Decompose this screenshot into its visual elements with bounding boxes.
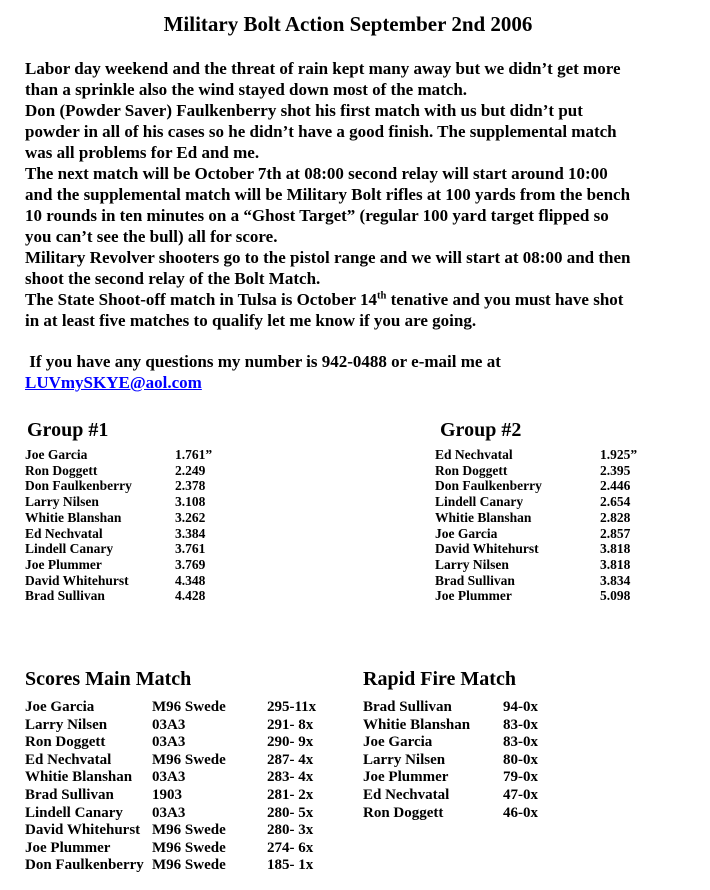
body-line: and the supplemental match will be Military Bolt rifles at 100 yards from the bench: [25, 185, 631, 204]
shooter-name: Joe Plummer: [435, 588, 512, 604]
group-size: 3.769: [175, 556, 206, 572]
contact-block: [25, 351, 501, 393]
shooter-name: Ron Doggett: [25, 462, 98, 478]
table-row: [435, 573, 637, 589]
match-score: 295-11x: [267, 699, 317, 715]
match-score: 274- 6x: [267, 839, 314, 856]
table-row: [25, 588, 212, 604]
match-score: 80-0x: [503, 751, 538, 768]
shooter-name: Ed Nechvatal: [435, 447, 513, 462]
shooter-name: Ed Nechvatal: [363, 786, 450, 803]
shooter-name: Brad Sullivan: [435, 572, 515, 588]
shooter-name: Ed Nechvatal: [25, 751, 112, 768]
rifle-type: 03A3: [152, 804, 186, 821]
match-score: 83-0x: [503, 716, 538, 733]
rifle-type: M96 Swede: [152, 839, 226, 856]
table-row: [363, 734, 538, 752]
shooter-name: Don Faulkenberry: [25, 478, 132, 494]
body-line: in at least five matches to qualify let me know if you are going.: [25, 311, 477, 330]
shooter-name: Ron Doggett: [363, 804, 444, 821]
shooter-name: Whitie Blanshan: [363, 716, 471, 733]
table-row: [363, 787, 538, 805]
rifle-type: M96 Swede: [152, 699, 226, 715]
rifle-type: M96 Swede: [152, 751, 226, 768]
table-row: [25, 494, 212, 510]
table-row: [25, 526, 212, 542]
body-text-block: [25, 58, 697, 331]
shooter-name: Whitie Blanshan: [435, 509, 532, 525]
table-row: [435, 510, 637, 526]
table-row: [25, 752, 316, 770]
table-row: [435, 541, 637, 557]
shooter-name: Joe Plummer: [25, 839, 111, 856]
match-score: 281- 2x: [267, 786, 314, 803]
shooter-name: Ron Doggett: [435, 462, 508, 478]
group-size: 4.348: [175, 572, 206, 588]
shooter-name: Whitie Blanshan: [25, 769, 133, 786]
shooter-name: Larry Nilsen: [435, 556, 509, 572]
group-size: 2.395: [600, 462, 631, 478]
table-row: [25, 573, 212, 589]
body-line: shoot the second relay of the Bolt Match.: [25, 269, 321, 288]
shooter-name: Lindell Canary: [25, 804, 123, 821]
shooter-name: David Whitehurst: [435, 541, 539, 557]
rapid-fire-heading: Rapid Fire Match: [363, 668, 516, 690]
shooter-name: Larry Nilsen: [25, 494, 99, 510]
group2-heading: Group #2: [440, 419, 522, 441]
table-row: [25, 557, 212, 573]
shooter-name: Brad Sullivan: [25, 786, 114, 803]
shooter-name: Joe Garcia: [25, 699, 95, 715]
table-row: [25, 478, 212, 494]
group-size: 2.446: [600, 478, 631, 494]
group-size: 3.108: [175, 494, 206, 510]
table-row: [435, 588, 637, 604]
table-row: [25, 840, 316, 858]
body-line: The next match will be October 7th at 08:00 second relay will start around 10:00: [25, 164, 608, 183]
group-size: 1.761”: [175, 447, 213, 462]
table-row: [435, 463, 637, 479]
rifle-type: 03A3: [152, 769, 186, 786]
match-score: 185- 1x: [267, 857, 314, 874]
table-row: [25, 787, 316, 805]
match-score: 280- 5x: [267, 804, 314, 821]
match-score: 79-0x: [503, 769, 538, 786]
match-score: 94-0x: [503, 699, 538, 715]
body-line: Don (Powder Saver) Faulkenberry shot his first match with us but didn’t put: [25, 101, 583, 120]
table-row: [25, 769, 316, 787]
match-score: 83-0x: [503, 734, 538, 751]
table-row: [25, 805, 316, 823]
match-score: 290- 9x: [267, 734, 314, 751]
match-score: 46-0x: [503, 804, 538, 821]
table-row: [435, 478, 637, 494]
group1-table: [25, 419, 212, 604]
shooter-name: Ed Nechvatal: [25, 525, 103, 541]
group-size: 3.262: [175, 509, 206, 525]
rifle-type: 03A3: [152, 716, 186, 733]
shooter-name: Joe Garcia: [25, 447, 88, 462]
group-size: 2.654: [600, 494, 631, 510]
shooter-name: Brad Sullivan: [25, 588, 105, 604]
group-size: 3.384: [175, 525, 206, 541]
shooter-name: Lindell Canary: [25, 541, 114, 557]
group-size: 3.834: [600, 572, 631, 588]
group-size: 2.378: [175, 478, 206, 494]
group-size: 2.857: [600, 525, 631, 541]
shooter-name: Don Faulkenberry: [435, 478, 542, 494]
body-line: than a sprinkle also the wind stayed down most of the match.: [25, 80, 468, 99]
table-row: [363, 805, 538, 823]
table-row: [25, 463, 212, 479]
shooter-name: Larry Nilsen: [25, 716, 108, 733]
body-line: you can’t see the bull) all for score.: [25, 227, 278, 246]
shooter-name: Joe Garcia: [363, 734, 433, 751]
body-line: Military Revolver shooters go to the pistol range and we will start at 08:00 and then: [25, 248, 631, 267]
shooter-name: Don Faulkenberry: [25, 857, 144, 874]
group2-table: [435, 419, 637, 604]
main-match-table: [25, 667, 316, 875]
table-row: [25, 541, 212, 557]
table-row: [25, 734, 316, 752]
body-line: [25, 289, 697, 310]
page-title: Military Bolt Action September 2nd 2006: [163, 12, 533, 36]
shooter-name: David Whitehurst: [25, 822, 141, 839]
shooter-name: David Whitehurst: [25, 572, 129, 588]
group-size: 4.428: [175, 588, 206, 604]
match-score: 287- 4x: [267, 751, 314, 768]
shooter-name: Joe Plummer: [363, 769, 449, 786]
table-row: [25, 510, 212, 526]
body-line: powder in all of his cases so he didn’t have a good finish. The supplemental match: [25, 122, 617, 141]
rifle-type: 1903: [152, 786, 182, 803]
body-line: Labor day weekend and the threat of rain kept many away but we didn’t get more: [25, 59, 621, 78]
table-row: [435, 557, 637, 573]
superscript-th: th: [377, 290, 387, 302]
table-row: [25, 699, 316, 717]
group1-heading: Group #1: [27, 419, 109, 441]
table-row: [363, 769, 538, 787]
body-line: 10 rounds in ten minutes on a “Ghost Target” (regular 100 yard target flipped so: [25, 206, 609, 225]
table-row: [25, 857, 316, 875]
match-score: 291- 8x: [267, 716, 314, 733]
body-line-segment: The State Shoot-off match in Tulsa is October 14: [25, 290, 377, 309]
group-size: 2.249: [175, 462, 206, 478]
rapid-fire-table: [363, 667, 538, 822]
body-line-segment: tenative and you must have shot: [386, 290, 624, 309]
table-row: [435, 526, 637, 542]
rifle-type: M96 Swede: [152, 857, 226, 874]
body-line: was all problems for Ed and me.: [25, 143, 260, 162]
main-match-heading: Scores Main Match: [25, 668, 192, 690]
table-row: [363, 699, 538, 717]
table-row: [435, 447, 637, 463]
email-link[interactable]: LUVmySKYE@aol.com: [25, 373, 202, 392]
rifle-type: M96 Swede: [152, 822, 226, 839]
group-size: 1.925”: [600, 447, 638, 462]
table-row: [25, 447, 212, 463]
shooter-name: Joe Plummer: [25, 556, 102, 572]
match-score: 47-0x: [503, 786, 538, 803]
group-size: 3.761: [175, 541, 206, 557]
shooter-name: Whitie Blanshan: [25, 509, 122, 525]
shooter-name: Ron Doggett: [25, 734, 106, 751]
group-size: 3.818: [600, 541, 631, 557]
match-score: 280- 3x: [267, 822, 314, 839]
group-size: 2.828: [600, 509, 631, 525]
shooter-name: Joe Garcia: [435, 525, 498, 541]
shooter-name: Brad Sullivan: [363, 699, 452, 715]
group-size: 5.098: [600, 588, 631, 604]
table-row: [363, 752, 538, 770]
group-size: 3.818: [600, 556, 631, 572]
table-row: [363, 717, 538, 735]
table-row: [25, 822, 316, 840]
table-row: [435, 494, 637, 510]
table-row: [25, 717, 316, 735]
contact-line: If you have any questions my number is 942-0488 or e-mail me at: [25, 352, 501, 371]
shooter-name: Larry Nilsen: [363, 751, 446, 768]
rifle-type: 03A3: [152, 734, 186, 751]
shooter-name: Lindell Canary: [435, 494, 524, 510]
match-score: 283- 4x: [267, 769, 314, 786]
